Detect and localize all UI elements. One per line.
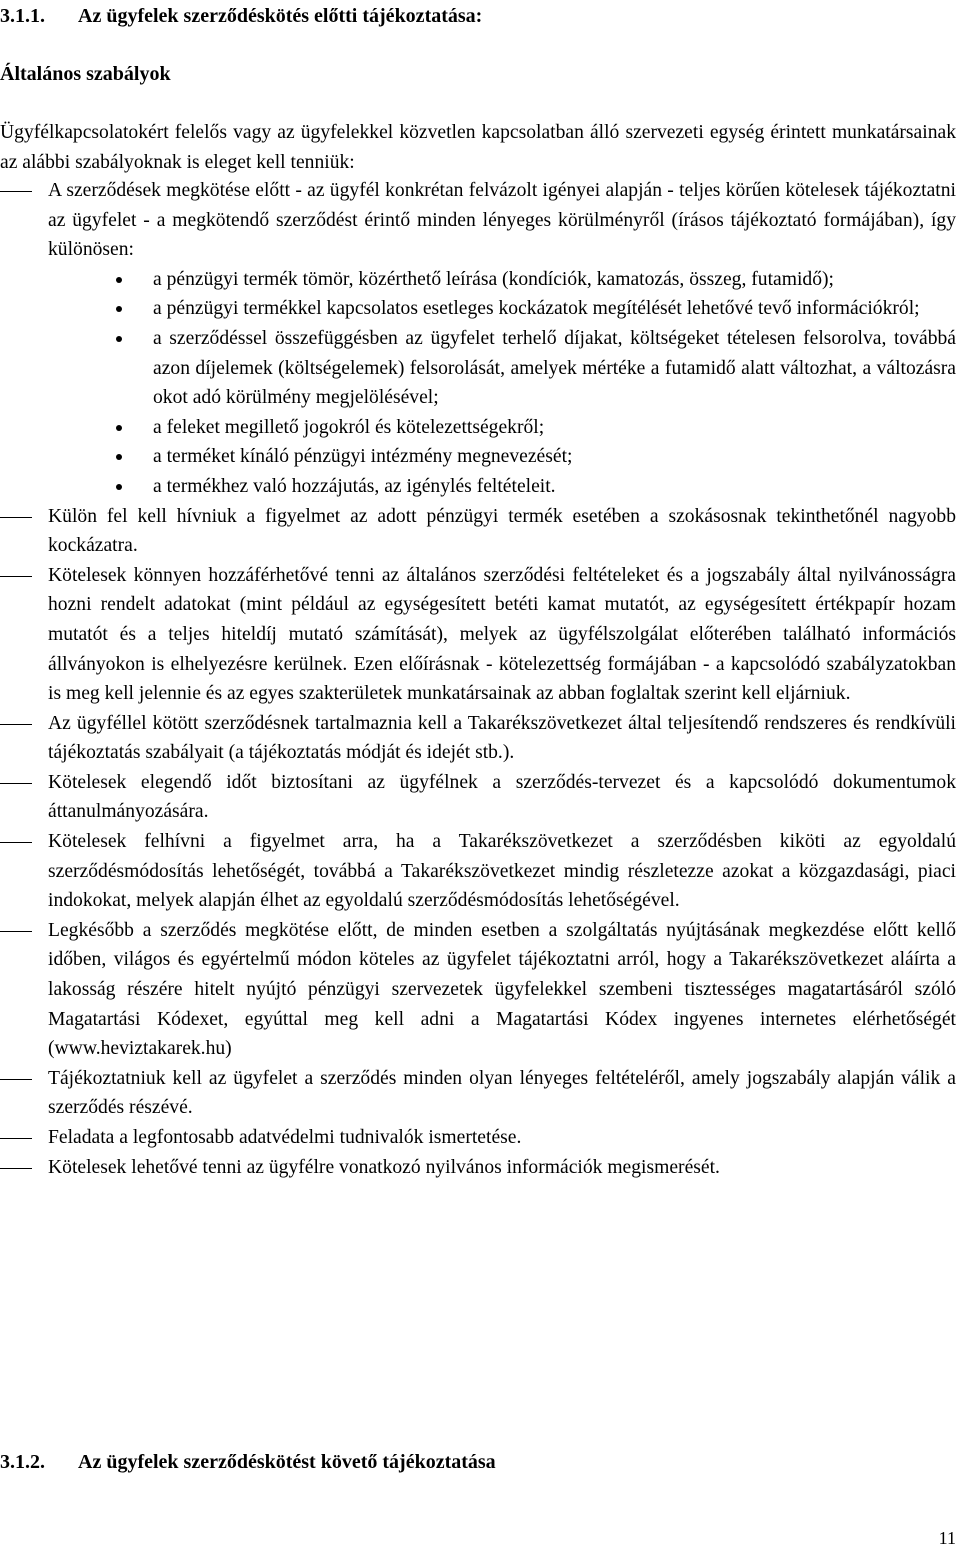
dash-icon — [0, 783, 32, 784]
subheading: Általános szabályok — [0, 63, 171, 85]
list-item — [0, 502, 956, 561]
sub-list-item-text: a pénzügyi termék tömör, közérthető leírása (kondíciók, kamatozás, összeg, futamidő); — [153, 268, 834, 290]
dash-icon — [0, 517, 32, 518]
bullet-icon — [116, 336, 122, 342]
sub-list-item — [0, 442, 956, 472]
dash-icon — [0, 576, 32, 577]
dash-icon — [0, 1079, 32, 1080]
list-item — [0, 1153, 956, 1183]
bullet-icon — [116, 454, 122, 460]
section-title: Az ügyfelek szerződéskötés előtti tájékoztatása: — [78, 5, 483, 27]
sub-list-item-text: a szerződéssel összefüggésben az ügyfelet terhelő díjakat, költségeket tételesen felsorolva, továbbá azon díjelemek (költségelemek) felsorolását, amelyek mértéke a futamidő alatt változhat, a változásra okot adó körülmény megjelölésével; — [153, 327, 956, 409]
sub-list-item-text: a pénzügyi termékkel kapcsolatos esetleges kockázatok megítélését lehetővé tevő információkról; — [153, 298, 920, 320]
sub-list-item — [0, 265, 956, 295]
list-item-text: A szerződések megkötése előtt - az ügyfél konkrétan felvázolt igényei alapján - teljes körűen kötelesek tájékoztatni az ügyfelet - a megkötendő szerződést érintő minden lényeges körülményről (írásos tájékoztató formájában), így különösen: — [48, 180, 956, 261]
dash-icon — [0, 191, 32, 192]
sub-list-item — [0, 413, 956, 443]
section-number: 3.1.2. — [0, 1451, 45, 1473]
list-item — [0, 561, 956, 709]
list-item — [0, 176, 956, 502]
list-item-text: Kötelesek könnyen hozzáférhetővé tenni az általános szerződési feltételeket és a jogszabály által nyilvánosságra hozni rendelt adatokat (mint például az egységesített betéti kamat mutatót, az egységesített értékpapír hozam mutatót és a teljes hiteldíj mutató számítását), melyek az ügyfélszolgálat előterében található információs állványokon is elhelyezésre kerülnek. Ezen előírásnak - kötelezettség formájában - a kapcsolódó szabályzatokban is meg kell jelennie és az egyes szakterületek munkatársainak az abban foglaltak szerint kell eljárniuk. — [48, 564, 956, 705]
page-number: 11 — [938, 1528, 956, 1548]
list-item-text: Kötelesek lehetővé tenni az ügyfélre vonatkozó nyilvános információk megismerését. — [48, 1156, 720, 1178]
section-number: 3.1.1. — [0, 5, 45, 27]
dash-icon — [0, 1168, 32, 1169]
intro-paragraph: Ügyfélkapcsolatokért felelős vagy az ügyfelekkel közvetlen kapcsolatban álló szervezeti egység érintett munkatársainak az alábbi szabályoknak is eleget kell tenniük: — [0, 122, 956, 173]
list-item — [0, 827, 956, 916]
list-item-text: Az ügyféllel kötött szerződésnek tartalmaznia kell a Takarékszövetkezet által teljesítendő rendszeres és rendkívüli tájékoztatás szabályait (a tájékoztatás módját és idejét stb.). — [48, 712, 956, 764]
sub-list — [0, 265, 956, 502]
sub-list-item-text: a termékhez való hozzájutás, az igénylés feltételeit. — [153, 475, 556, 497]
section-title: Az ügyfelek szerződéskötést követő tájékoztatása — [78, 1451, 496, 1473]
bullet-icon — [116, 306, 122, 312]
bullet-icon — [116, 277, 122, 283]
dash-icon — [0, 842, 32, 843]
list-item-text: Kötelesek felhívni a figyelmet arra, ha a Takarékszövetkezet a szerződésben kiköti az egyoldalú szerződésmódosítás lehetőségét, továbbá a Takarékszövetkezet mindig részletezze azokat a közgazdasági, piaci indokokat, melyek alapján élhet az egyoldalú szerződésmódosítás lehetőségével. — [48, 831, 956, 912]
sub-list-item — [0, 294, 956, 324]
list-item — [0, 709, 956, 768]
list-item — [0, 916, 956, 1064]
dash-icon — [0, 724, 32, 725]
sub-list-item-text: a terméket kínáló pénzügyi intézmény megnevezését; — [153, 446, 573, 468]
list-item-text: Tájékoztatniuk kell az ügyfelet a szerződés minden olyan lényeges feltételéről, amely jogszabály alapján válik a szerződés részévé. — [48, 1067, 956, 1119]
list-item — [0, 1064, 956, 1123]
list-item — [0, 1123, 956, 1153]
list-item — [0, 768, 956, 827]
sub-list-item — [0, 472, 956, 502]
sub-list-item — [0, 324, 956, 413]
list-item-text: Feladata a legfontosabb adatvédelmi tudnivalók ismertetése. — [48, 1127, 522, 1148]
bullet-icon — [116, 425, 122, 431]
dash-icon — [0, 931, 32, 932]
section-heading-3-1-2 — [0, 1448, 496, 1478]
bullet-icon — [116, 484, 122, 490]
sub-list-item-text: a feleket megillető jogokról és kötelezettségekről; — [153, 416, 545, 438]
list-item-text: Kötelesek elegendő időt biztosítani az ügyfélnek a szerződés-tervezet és a kapcsolódó dokumentumok áttanulmányozására. — [48, 771, 956, 823]
dash-icon — [0, 1138, 32, 1139]
rules-list — [0, 176, 956, 1182]
list-item-text: Legkésőbb a szerződés megkötése előtt, de minden esetben a szolgáltatás nyújtásának megkezdése előtt kellő időben, világos és egyértelmű módon köteles az ügyfelet tájékoztatni arról, hogy a Takarékszövetkezet aláírta a lakosság részére hitelt nyújtó pénzügyi szervezetek ügyfelekkel szembeni tisztességes magatartásáról szóló Magatartási Kódexet, egyúttal meg kell adni a Magatartási Kódex ingyenes internetes elérhetőségét (www.heviztakarek.hu) — [48, 919, 956, 1060]
section-heading-3-1-1 — [0, 2, 482, 32]
list-item-text: Külön fel kell hívniuk a figyelmet az adott pénzügyi termék esetében a szokásosnak tekinthetőnél nagyobb kockázatra. — [48, 505, 956, 557]
